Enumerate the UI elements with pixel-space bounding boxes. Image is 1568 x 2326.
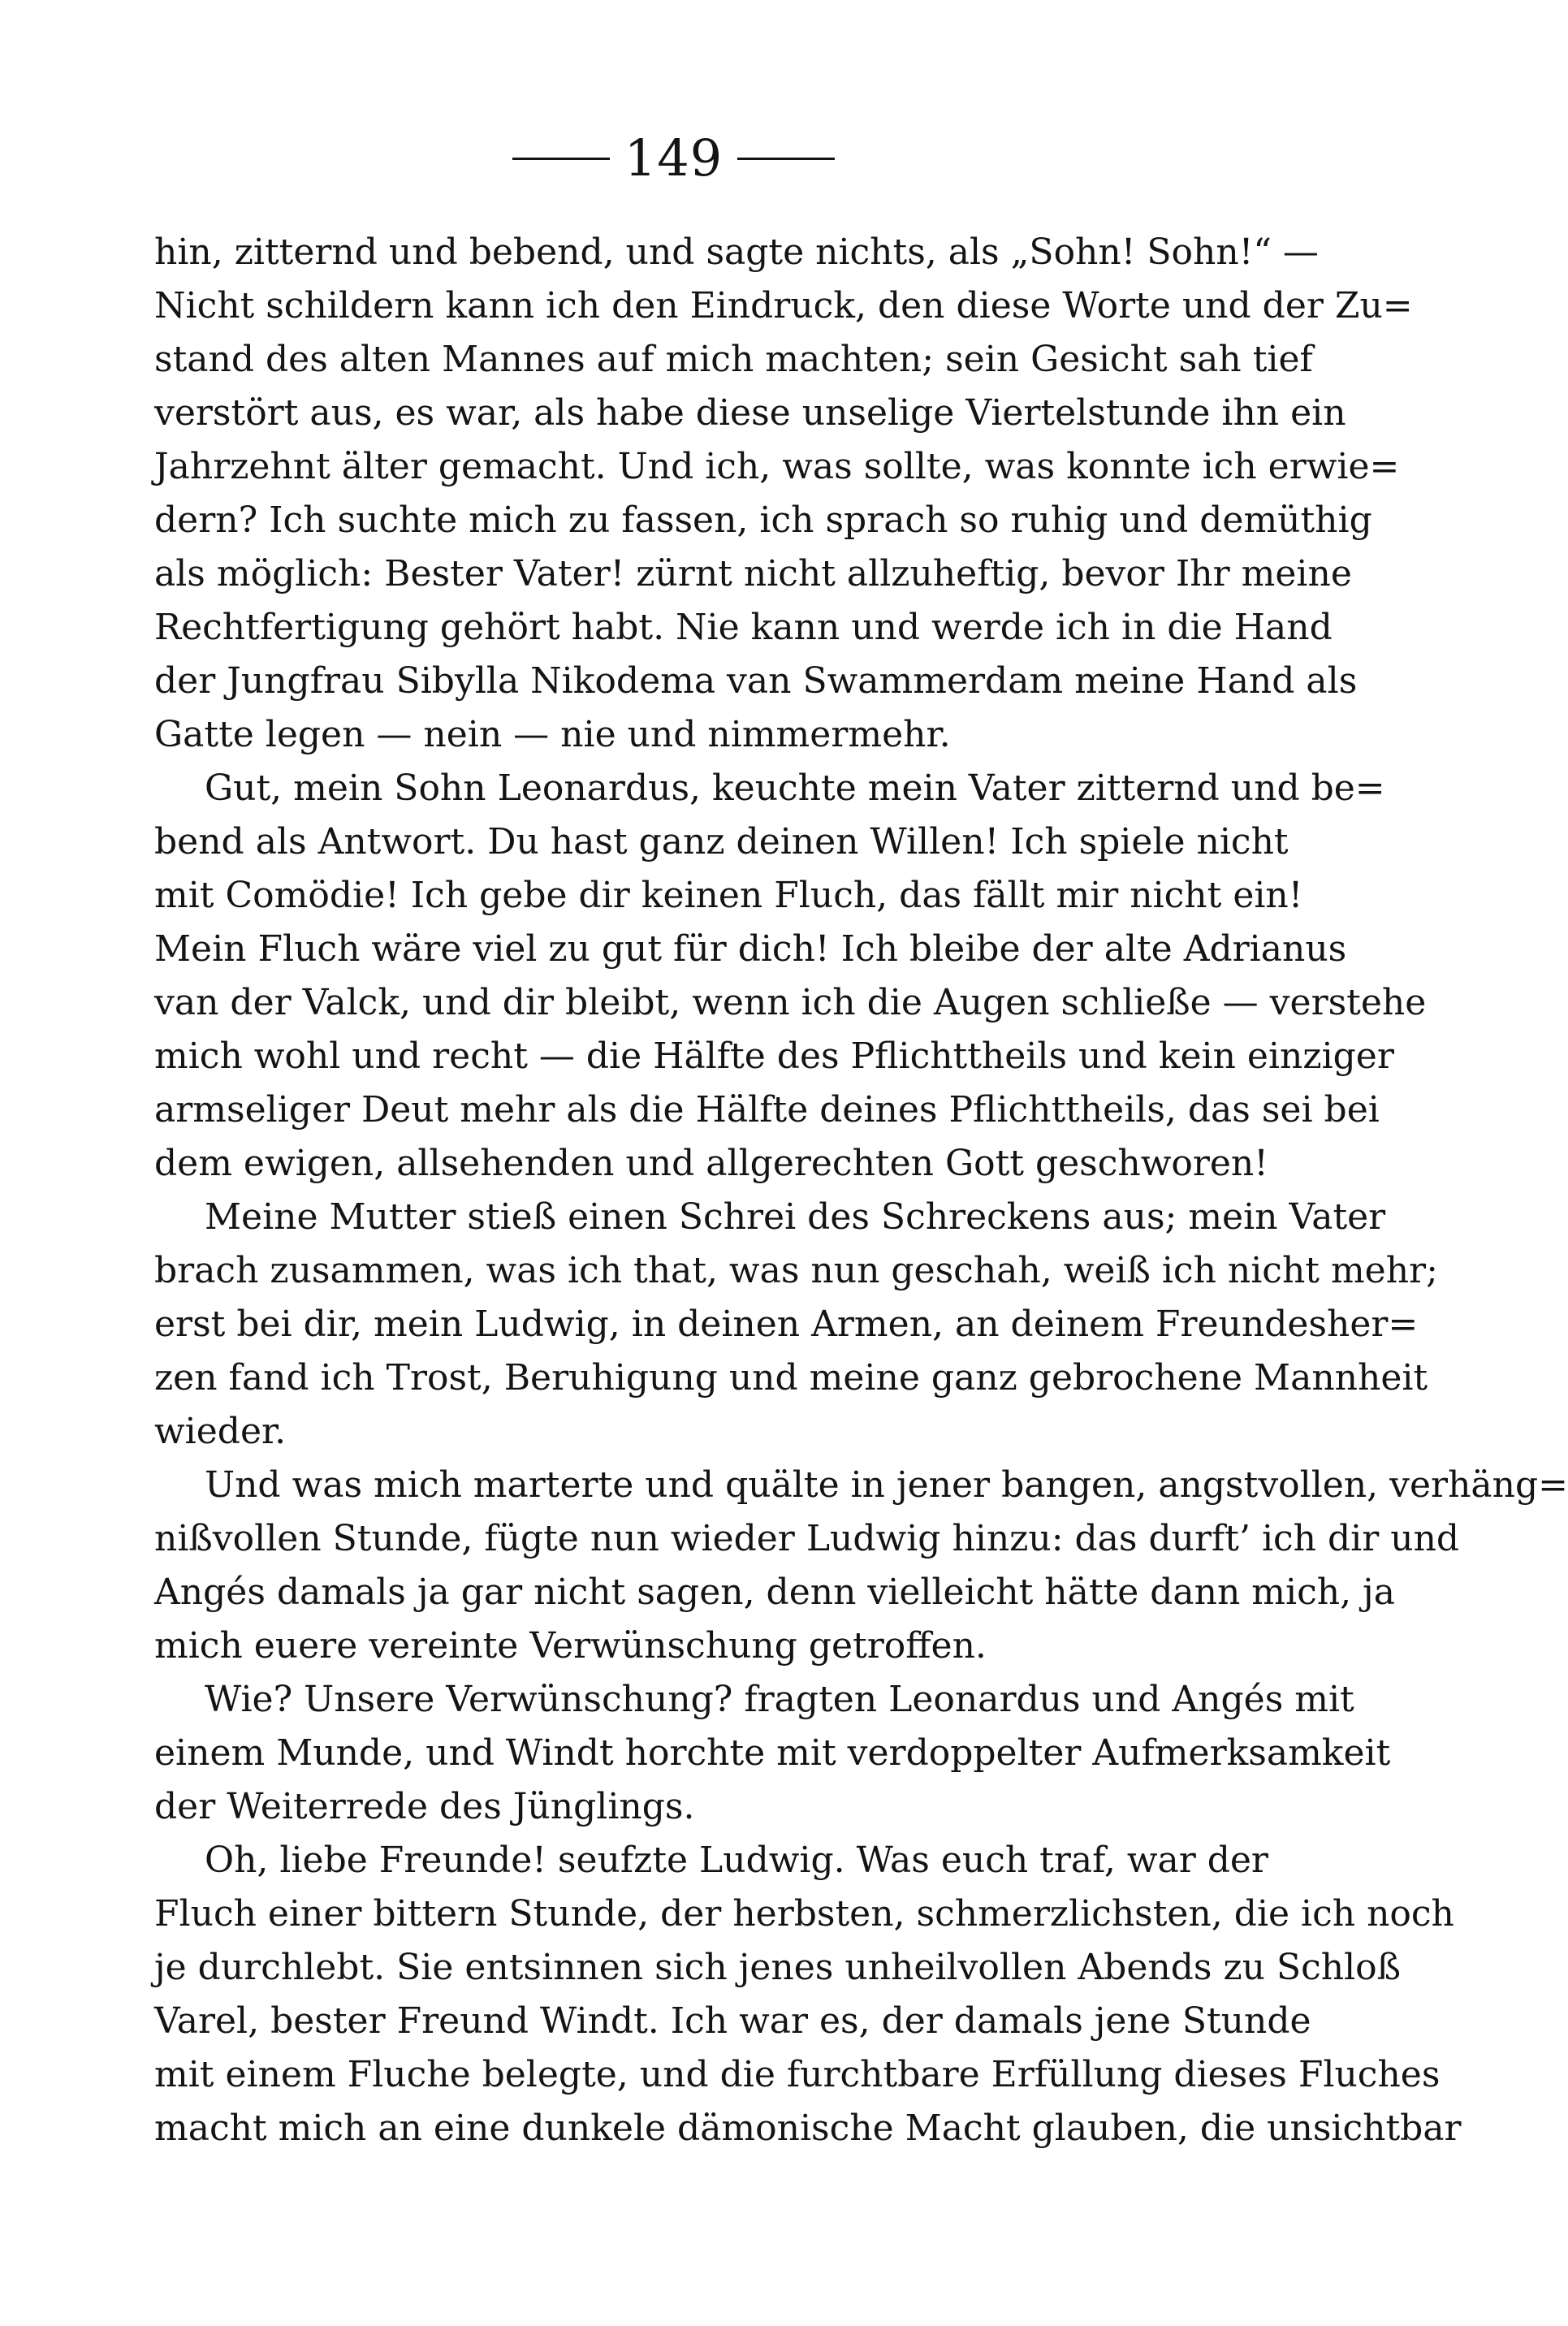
paragraph (154, 226, 1413, 762)
text-line: macht mich an eine dunkele dämonische Macht glauben, die unsichtbar (154, 2108, 1462, 2149)
text-line: verstört aus, es war, als habe diese unselige Viertelstunde ihn ein (154, 392, 1346, 434)
text-line: der Weiterrede des Jünglings. (154, 1786, 695, 1827)
text-line: van der Valck, und dir bleibt, wenn ich die Augen schließe — verstehe (154, 982, 1427, 1023)
text-line: stand des alten Mannes auf mich machten; sein Gesicht sah tief (154, 339, 1313, 380)
text-line: mit einem Fluche belegte, und die furchtbare Erfüllung dieses Fluches (154, 2054, 1441, 2095)
text-line: Varel, bester Freund Windt. Ich war es, der damals jene Stunde (154, 2000, 1311, 2042)
text-line: hin, zitternd und bebend, und sagte nichts, als „Sohn! Sohn!“ — (154, 231, 1319, 273)
text-line: der Jungfrau Sibylla Nikodema van Swammerdam meine Hand als (154, 660, 1358, 702)
text-line: nißvollen Stunde, fügte nun wieder Ludwig hinzu: das durft’ ich dir und (154, 1518, 1460, 1559)
header-rule-left (512, 158, 610, 160)
paragraph (154, 1191, 1438, 1459)
text-line: Gut, mein Sohn Leonardus, keuchte mein Vater zitternd und be= (205, 767, 1385, 809)
text-line: dem ewigen, allsehenden und allgerechten Gott geschworen! (154, 1143, 1268, 1184)
text-line: Und was mich marterte und quälte in jener bangen, angstvollen, verhäng= (205, 1464, 1568, 1506)
paragraph (154, 1673, 1391, 1834)
body-text (154, 226, 1568, 2155)
text-line: als möglich: Bester Vater! zürnt nicht allzuheftig, bevor Ihr meine (154, 553, 1352, 594)
text-line: bend als Antwort. Du hast ganz deinen Willen! Ich spiele nicht (154, 821, 1289, 863)
header-rule-right (737, 158, 835, 160)
text-line: Nicht schildern kann ich den Eindruck, den diese Worte und der Zu= (154, 285, 1413, 326)
page-number: 149 (624, 128, 724, 188)
text-line: Meine Mutter stieß einen Schrei des Schreckens aus; mein Vater (205, 1196, 1386, 1238)
text-line: Gatte legen — nein — nie und nimmermehr. (154, 714, 951, 755)
paragraph (154, 1459, 1568, 1673)
text-line: Jahrzehnt älter gemacht. Und ich, was sollte, was konnte ich erwie= (154, 446, 1400, 487)
text-line: einem Munde, und Windt horchte mit verdoppelter Aufmerksamkeit (154, 1732, 1391, 1774)
text-line: Wie? Unsere Verwünschung? fragten Leonardus und Angés mit (205, 1679, 1354, 1720)
text-line: mit Comödie! Ich gebe dir keinen Fluch, das fällt mir nicht ein! (154, 875, 1303, 916)
text-line: je durchlebt. Sie entsinnen sich jenes unheilvollen Abends zu Schloß (154, 1947, 1402, 1988)
text-line: Fluch einer bittern Stunde, der herbsten, schmerzlichsten, die ich noch (154, 1893, 1454, 1935)
text-line: Angés damals ja gar nicht sagen, denn vielleicht hätte dann mich, ja (154, 1572, 1395, 1613)
paragraph (154, 1834, 1462, 2155)
text-line: mich euere vereinte Verwünschung getroffen. (154, 1625, 987, 1667)
text-line: zen fand ich Trost, Beruhigung und meine ganz gebrochene Mannheit (154, 1357, 1428, 1399)
text-line: armseliger Deut mehr als die Hälfte deines Pflichttheils, das sei bei (154, 1089, 1380, 1131)
text-line: Oh, liebe Freunde! seufzte Ludwig. Was euch traf, war der (205, 1840, 1268, 1881)
text-line: brach zusammen, was ich that, was nun geschah, weiß ich nicht mehr; (154, 1250, 1438, 1291)
text-line: Mein Fluch wäre viel zu gut für dich! Ich bleibe der alte Adrianus (154, 928, 1347, 970)
page-header (0, 122, 1347, 195)
text-line: dern? Ich suchte mich zu fassen, ich sprach so ruhig und demüthig (154, 499, 1372, 541)
paragraph (154, 762, 1427, 1191)
text-line: wieder. (154, 1411, 287, 1452)
text-line: Rechtfertigung gehört habt. Nie kann und werde ich in die Hand (154, 607, 1333, 648)
text-line: erst bei dir, mein Ludwig, in deinen Armen, an deinem Freundesher= (154, 1304, 1419, 1345)
text-line: mich wohl und recht — die Hälfte des Pflichttheils und kein einziger (154, 1035, 1394, 1077)
